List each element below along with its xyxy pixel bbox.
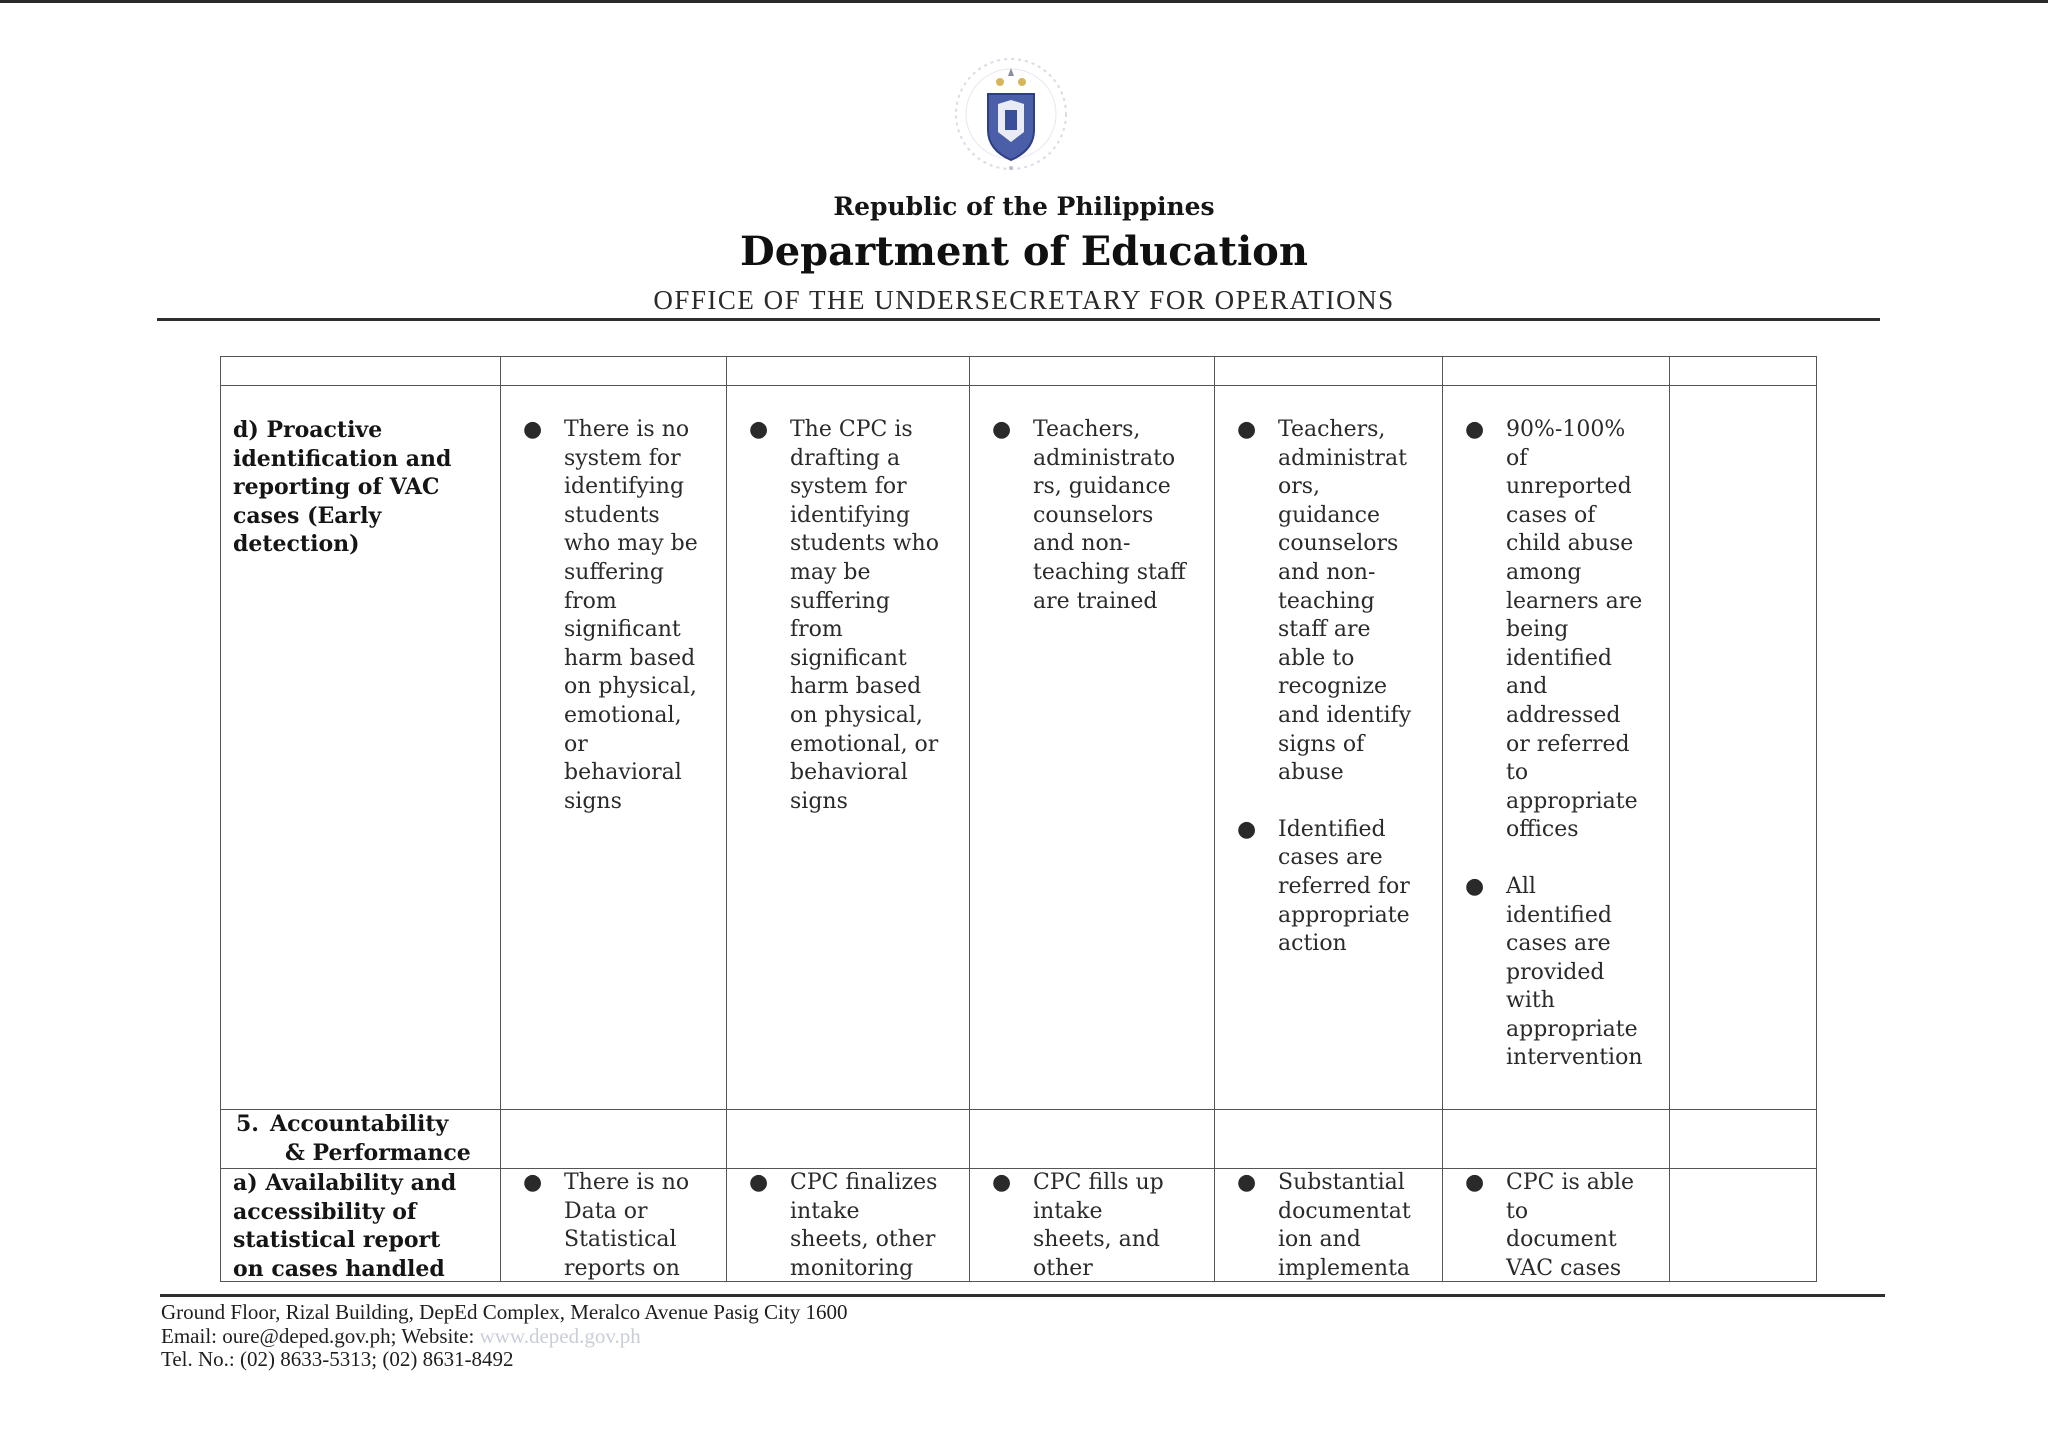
bullet-text-line: addressed	[1506, 702, 1621, 728]
bullet-item	[727, 1169, 969, 1281]
bullet-icon: ●	[1237, 816, 1257, 842]
table-cell	[1670, 1169, 1817, 1282]
row-label-line: reporting of VAC	[233, 474, 440, 501]
table-cell	[1443, 1110, 1670, 1169]
bullet-text-line: emotional, or	[790, 731, 939, 757]
bullet-text-line: VAC cases	[1506, 1255, 1622, 1281]
bullet-text-line: rs, guidance	[1033, 474, 1171, 500]
bullet-item	[1443, 416, 1669, 845]
table-cell	[501, 357, 727, 386]
bullet-text-line: unreported	[1506, 474, 1632, 500]
bullet-text-line: monitoring	[790, 1255, 914, 1281]
bullet-icon: ●	[749, 417, 769, 442]
bullet-text-line: students who	[790, 531, 939, 557]
row-label-line: cases (Early	[233, 502, 382, 529]
top-edge-line	[0, 0, 2048, 3]
bullet-text-line: and	[1506, 674, 1548, 700]
footer-website-link[interactable]: www.deped.gov.ph	[479, 1323, 641, 1348]
row-label-line: on cases handled	[233, 1255, 445, 1281]
table-cell	[1443, 386, 1670, 1110]
row-label-line: detection)	[233, 531, 360, 558]
bullet-text-line: CPC fills up	[1033, 1170, 1164, 1195]
deped-seal-logo	[948, 52, 1074, 182]
table-cell	[727, 386, 970, 1110]
bullet-text-line: sheets, and	[1033, 1227, 1160, 1253]
bullet-item	[1443, 873, 1669, 1073]
bullet-text-line: with	[1506, 988, 1555, 1014]
bullet-text-line: appropriate	[1278, 902, 1410, 928]
table-cell	[501, 1110, 727, 1169]
table-cell	[221, 357, 501, 386]
republic-line: Republic of the Philippines	[833, 192, 1215, 221]
bullet-text-line: ion and	[1278, 1227, 1361, 1253]
bullet-item	[1215, 1169, 1442, 1281]
footer-contact	[161, 1325, 847, 1349]
bullet-text-line: Substantial	[1278, 1170, 1405, 1195]
bullet-text-line: behavioral	[564, 760, 682, 786]
bullet-text-line: abuse	[1278, 760, 1344, 786]
bullet-text-line: staff are	[1278, 617, 1371, 643]
bullet-text-line: identified	[1506, 645, 1612, 671]
bullet-text-line: identifying	[564, 474, 685, 500]
office-name: OFFICE OF THE UNDERSECRETARY FOR OPERATIONS	[653, 285, 1395, 315]
table-cell	[1443, 357, 1670, 386]
footer-email: Email: oure@deped.gov.ph; Website:	[161, 1323, 480, 1348]
table-cell	[501, 1169, 727, 1282]
bullet-item	[1215, 816, 1442, 959]
bullet-icon: ●	[1237, 1170, 1257, 1195]
bullet-item	[501, 1169, 726, 1281]
section-number: 5.	[236, 1111, 259, 1137]
table-cell	[1670, 357, 1817, 386]
bullet-item	[501, 416, 726, 816]
table-cell	[970, 357, 1215, 386]
bullet-text-line: teaching staff	[1033, 559, 1186, 585]
bullet-text-line: learners are	[1506, 588, 1643, 614]
table-cell	[727, 1169, 970, 1282]
bullet-text-line: able to	[1278, 645, 1355, 671]
row-label-line: statistical report	[233, 1227, 441, 1254]
bullet-text-line: referred for	[1278, 873, 1410, 899]
bullet-text-line: CPC finalizes	[790, 1170, 938, 1195]
bullet-text-line: There is no	[564, 417, 690, 442]
bullet-text-line: suffering	[564, 559, 664, 585]
table-row-proactive-identification	[221, 386, 1817, 1110]
bullet-text-line: signs of	[1278, 731, 1365, 757]
bullet-text-line: document	[1506, 1227, 1617, 1253]
table-cell	[1670, 1110, 1817, 1169]
bullet-text-line: 90%-100%	[1506, 417, 1626, 442]
bullet-text-line: system for	[564, 445, 681, 471]
table-cell	[727, 1110, 970, 1169]
bullet-text-line: offices	[1506, 817, 1579, 843]
bullet-text-line: significant	[564, 617, 681, 643]
rubric-table	[220, 356, 1817, 1282]
row-label-line: accessibility of	[233, 1198, 417, 1225]
bullet-text-line: from	[790, 617, 843, 643]
bullet-text-line: on physical,	[564, 674, 697, 700]
row-label-line: d) Proactive	[233, 417, 383, 443]
bullet-text-line: harm based	[790, 674, 922, 700]
bullet-text-line: emotional,	[564, 702, 682, 728]
department-title: Department of Education	[740, 228, 1308, 275]
bullet-text-line: intake	[790, 1198, 860, 1224]
bullet-text-line: cases are	[1506, 931, 1611, 957]
footer-divider	[160, 1294, 1885, 1297]
bullet-text-line: Teachers,	[1278, 417, 1386, 442]
bullet-text-line: CPC is able	[1506, 1170, 1635, 1195]
bullet-text-line: Statistical	[564, 1227, 677, 1253]
bullet-text-line: students	[564, 502, 660, 528]
bullet-text-line: Identified	[1278, 816, 1386, 842]
bullet-icon: ●	[992, 1170, 1012, 1195]
bullet-text-line: child abuse	[1506, 531, 1634, 557]
bullet-text-line: guidance	[1278, 502, 1380, 528]
table-cell	[1215, 357, 1443, 386]
bullet-icon: ●	[1237, 417, 1257, 442]
bullet-text-line: There is no	[564, 1170, 690, 1195]
bullet-text-line: cases are	[1278, 845, 1383, 871]
bullet-icon: ●	[749, 1170, 769, 1195]
bullet-text-line: All	[1506, 873, 1536, 899]
bullet-text-line: documentat	[1278, 1198, 1411, 1224]
bullet-text-line: cases of	[1506, 502, 1596, 528]
bullet-text-line: ors,	[1278, 474, 1321, 500]
bullet-text-line: and non-	[1033, 531, 1131, 557]
bullet-text-line: intake	[1033, 1198, 1103, 1224]
bullet-text-line: Data or	[564, 1198, 648, 1224]
bullet-text-line: who may be	[564, 531, 698, 557]
bullet-text-line: or referred	[1506, 731, 1630, 757]
bullet-text-line: on physical,	[790, 702, 923, 728]
bullet-text-line: administrat	[1278, 445, 1407, 471]
bullet-text-line: identified	[1506, 902, 1612, 928]
bullet-text-line: being	[1506, 617, 1569, 643]
bullet-icon: ●	[523, 1170, 543, 1195]
section-heading-line: Accountability	[270, 1111, 449, 1137]
table-row-section-heading	[221, 1110, 1817, 1169]
bullet-text-line: behavioral	[790, 760, 908, 786]
row-label-line: a) Availability and	[233, 1170, 457, 1196]
bullet-text-line: system for	[790, 474, 907, 500]
table-cell	[501, 386, 727, 1110]
bullet-text-line: Teachers,	[1033, 417, 1141, 442]
bullet-icon: ●	[992, 417, 1012, 442]
bullet-text-line: signs	[564, 788, 622, 814]
table-cell	[727, 357, 970, 386]
section-heading-line: & Performance	[285, 1139, 471, 1166]
bullet-icon: ●	[1465, 1170, 1485, 1195]
bullet-text-line: intervention	[1506, 1045, 1643, 1071]
table-cell	[1215, 1110, 1443, 1169]
bullet-item	[1215, 416, 1442, 788]
bullet-item	[970, 1169, 1214, 1281]
bullet-text-line: of	[1506, 445, 1528, 471]
bullet-item	[727, 416, 969, 816]
bullet-text-line: or	[564, 731, 588, 757]
section-heading-cell	[221, 1110, 501, 1169]
bullet-text-line: sheets, other	[790, 1227, 936, 1253]
header-divider	[157, 318, 1880, 321]
bullet-icon: ●	[1465, 417, 1485, 442]
bullet-text-line: from	[564, 588, 617, 614]
table-cell	[970, 1110, 1215, 1169]
bullet-text-line: reports on	[564, 1255, 680, 1281]
bullet-item	[1443, 1169, 1669, 1281]
bullet-text-line: provided	[1506, 959, 1605, 985]
bullet-text-line: implementa	[1278, 1255, 1411, 1281]
bullet-text-line: may be	[790, 559, 871, 585]
row-label	[221, 386, 501, 1110]
table-cell	[1670, 386, 1817, 1110]
bullet-text-line: counselors	[1033, 502, 1154, 528]
table-cell	[1215, 386, 1443, 1110]
bullet-icon: ●	[523, 417, 543, 442]
table-row-statistical-report	[221, 1169, 1817, 1282]
bullet-text-line: signs	[790, 788, 848, 814]
table-cell	[1443, 1169, 1670, 1282]
bullet-text-line: appropriate	[1506, 788, 1638, 814]
bullet-text-line: counselors	[1278, 531, 1399, 557]
bullet-text-line: identifying	[790, 502, 911, 528]
bullet-text-line: among	[1506, 559, 1582, 585]
bullet-text-line: harm based	[564, 645, 696, 671]
bullet-text-line: other	[1033, 1255, 1093, 1281]
footer	[161, 1301, 847, 1372]
footer-address: Ground Floor, Rizal Building, DepEd Complex, Meralco Avenue Pasig City 1600	[161, 1300, 848, 1324]
blank-header-row	[221, 357, 1817, 386]
footer-telephone: Tel. No.: (02) 8633-5313; (02) 8631-8492	[161, 1347, 514, 1371]
bullet-text-line: suffering	[790, 588, 890, 614]
bullet-text-line: recognize	[1278, 674, 1388, 700]
bullet-text-line: to	[1506, 1198, 1529, 1224]
bullet-text-line: are trained	[1033, 588, 1158, 614]
bullet-icon: ●	[1465, 873, 1485, 899]
bullet-text-line: to	[1506, 760, 1529, 786]
table-cell	[970, 386, 1215, 1110]
bullet-text-line: and identify	[1278, 702, 1412, 728]
table-cell	[970, 1169, 1215, 1282]
bullet-text-line: drafting a	[790, 445, 901, 471]
bullet-text-line: The CPC is	[790, 417, 913, 442]
bullet-text-line: appropriate	[1506, 1016, 1638, 1042]
bullet-text-line: significant	[790, 645, 907, 671]
bullet-text-line: and non-	[1278, 559, 1376, 585]
bullet-text-line: teaching	[1278, 588, 1375, 614]
bullet-text-line: action	[1278, 931, 1347, 957]
row-label	[221, 1169, 501, 1282]
row-label-line: identification and	[233, 445, 452, 472]
bullet-text-line: administrato	[1033, 445, 1176, 471]
bullet-item	[970, 416, 1214, 616]
table-cell	[1215, 1169, 1443, 1282]
